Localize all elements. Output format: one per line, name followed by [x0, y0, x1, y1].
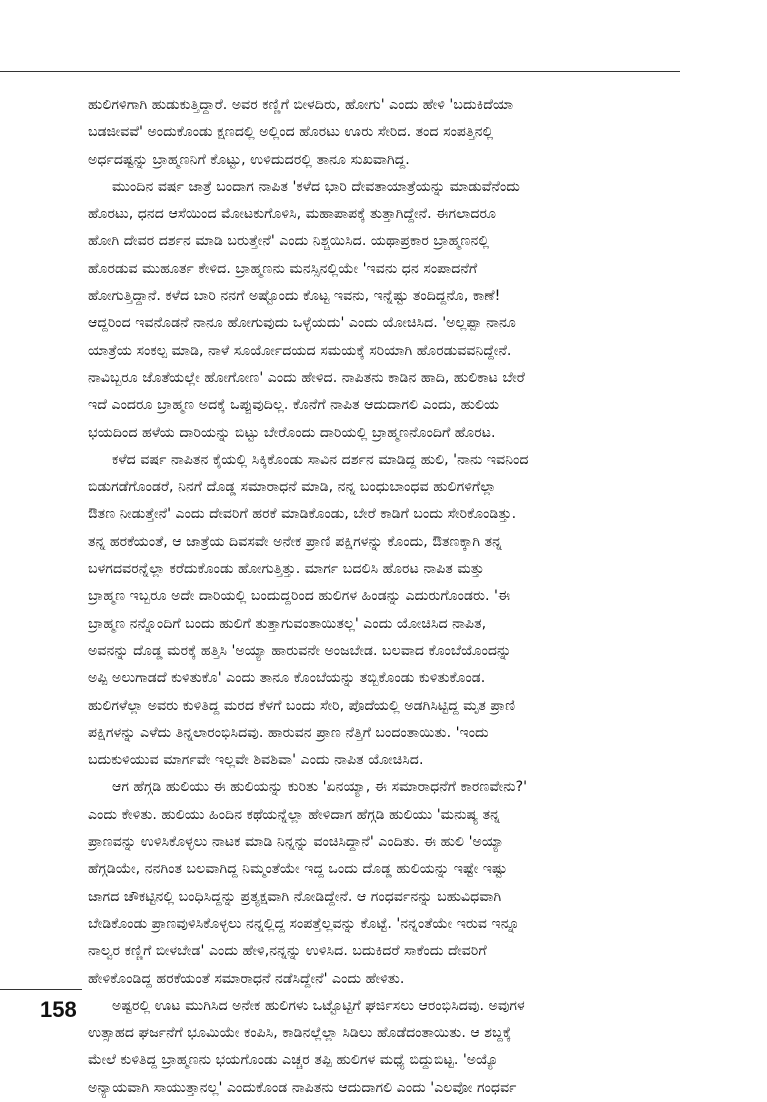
text-line: ನಾವಿಬ್ಬರೂ ಜೊತೆಯಲ್ಲೇ ಹೋಗೋಣ' ಎಂದು ಹೇಳಿದ. ನಾಪಿತನು ಕಾಡಿನ ಹಾದಿ, ಹುಲಿಕಾಟ ಬೇರೆ: [88, 369, 525, 386]
text-line: ಹೊರಡುವ ಮುಹೂರ್ತ ಕೇಳಿದ. ಬ್ರಾಹ್ಮಣನು ಮನಸ್ಸಿನಲ್ಲಿಯೇ 'ಇವನು ಧನ ಸಂಪಾದನೆಗೆ: [88, 260, 478, 277]
text-line: ಬಡಜೀವವೆ' ಅಂದುಕೊಂಡು ಕ್ಷಣದಲ್ಲಿ ಅಲ್ಲಿಂದ ಹೊರಟು ಊರು ಸೇರಿದ. ತಂದ ಸಂಪತ್ತಿನಲ್ಲಿ: [88, 124, 494, 141]
text-line: ಅಷ್ಟರಲ್ಲಿ ಊಟ ಮುಗಿಸಿದ ಅನೇಕ ಹುಲಿಗಳು ಒಟ್ಟೊಟ್ಟಿಗೆ ಘರ್ಜಿಸಲು ಆರಂಭಿಸಿದವು. ಅವುಗಳ: [112, 997, 525, 1014]
text-line: ಭಯದಿಂದ ಹಳೆಯ ದಾರಿಯನ್ನು ಬಿಟ್ಟು ಬೇರೊಂದು ದಾರಿಯಲ್ಲಿ ಬ್ರಾಹ್ಮಣನೊಂದಿಗೆ ಹೊರಟ.: [88, 424, 496, 441]
text-line: ಬ್ರಾಹ್ಮಣ ಇಬ್ಬರೂ ಅದೇ ದಾರಿಯಲ್ಲಿ ಬಂದುದ್ದರಿಂದ ಹುಲಿಗಳ ಹಿಂಡನ್ನು ಎದುರುಗೊಂಡರು. 'ಈ: [88, 588, 511, 605]
text-line: ಪಕ್ಷಿಗಳನ್ನು ಎಳೆದು ತಿನ್ನಲಾರಂಭಿಸಿದವು. ಹಾರುವನ ಪ್ರಾಣ ನೆತ್ತಿಗೆ ಬಂದಂತಾಯಿತು. 'ಇಂದು: [88, 724, 489, 741]
text-line: ಹೋಗಿ ದೇವರ ದರ್ಶನ ಮಾಡಿ ಬರುತ್ತೇನೆ' ಎಂದು ನಿಶ್ಚಯಿಸಿದ. ಯಥಾಪ್ರಕಾರ ಬ್ರಾಹ್ಮಣನಲ್ಲಿ: [88, 233, 490, 250]
text-line: ಹೇಳಿಕೊಂಡಿದ್ದ ಹರಕೆಯಂತೆ ಸಮಾರಾಧನೆ ನಡೆಸಿದ್ದೇನೆ' ಎಂದು ಹೇಳಿತು.: [88, 970, 405, 987]
text-line: ಔತಣ ನೀಡುತ್ತೇನೆ' ಎಂದು ದೇವರಿಗೆ ಹರಕೆ ಮಾಡಿಕೊಂಡು, ಬೇರೆ ಕಾಡಿಗೆ ಬಂದು ಸೇರಿಕೊಂಡಿತ್ತು.: [88, 506, 517, 523]
text-line: ಅವನನ್ನು ದೊಡ್ಡ ಮರಕ್ಕೆ ಹತ್ತಿಸಿ 'ಅಯ್ಯಾ ಹಾರುವನೇ ಅಂಜಬೇಡ. ಬಲವಾದ ಕೊಂಬೆಯೊಂದನ್ನು: [88, 642, 512, 659]
text-line: ಬೇಡಿಕೊಂಡು ಪ್ರಾಣವುಳಿಸಿಕೊಳ್ಳಲು ನನ್ನಲ್ಲಿದ್ದ ಸಂಪತ್ತೆಲ್ಲವನ್ನು ಕೊಟ್ಟೆ. 'ನನ್ನಂತೆಯೇ ಇರುವ ಇನ್ನೂ: [88, 915, 520, 932]
text-line: ತನ್ನ ಹರಕೆಯಂತೆ, ಆ ಜಾತ್ರೆಯ ದಿವಸವೇ ಅನೇಕ ಪ್ರಾಣಿ ಪಕ್ಷಿಗಳನ್ನು ಕೊಂದು, ಔತಣಕ್ಕಾಗಿ ತನ್ನ: [88, 533, 502, 550]
text-line: ಬಿಡುಗಡೆಗೊಂಡರೆ, ನಿನಗೆ ದೊಡ್ಡ ಸಮಾರಾಧನೆ ಮಾಡಿ, ನನ್ನ ಬಂಧುಬಾಂಧವ ಹುಲಿಗಳಿಗೆಲ್ಲಾ: [88, 479, 497, 496]
text-line: ಬಳಗದವರನ್ನೆಲ್ಲಾ ಕರೆದುಕೊಂಡು ಹೋಗುತ್ತಿತ್ತು. ಮಾರ್ಗ ಬದಲಿಸಿ ಹೊರಟ ನಾಪಿತ ಮತ್ತು: [88, 561, 485, 578]
text-line: ಹೆಗ್ಗಡಿಯೇ, ನನಗಿಂತ ಬಲವಾಗಿದ್ದ ನಿಮ್ಮಂತೆಯೇ ಇದ್ದ ಒಂದು ದೊಡ್ಡ ಹುಲಿಯನ್ನು ಇಷ್ಟೇ ಇಷ್ಟು: [88, 861, 508, 878]
text-line: ಆಗ ಹೆಗ್ಗಡಿ ಹುಲಿಯು ಈ ಹುಲಿಯನ್ನು ಕುರಿತು 'ಏನಯ್ಯಾ, ಈ ಸಮಾರಾಧನೆಗೆ ಕಾರಣವೇನು?': [112, 779, 528, 796]
text-line: ಅಪ್ಪಿ ಅಲುಗಾಡದೆ ಕುಳಿತುಕೊ' ಎಂದು ತಾನೂ ಕೊಂಬೆಯನ್ನು ತಬ್ಬಿಕೊಂಡು ಕುಳಿತುಕೊಂಡ.: [88, 670, 486, 687]
text-line: ಅನ್ಯಾಯವಾಗಿ ಸಾಯುತ್ತಾನಲ್ಲ' ಎಂದುಕೊಂಡ ನಾಪಿತನು ಆದುದಾಗಲಿ ಎಂದು 'ಎಲವೋ ಗಂಧರ್ವ: [88, 1079, 517, 1096]
text-line: ಎಂದು ಕೇಳಿತು. ಹುಲಿಯು ಹಿಂದಿನ ಕಥೆಯನ್ನೆಲ್ಲಾ ಹೇಳಿದಾಗ ಹೆಗ್ಗಡಿ ಹುಲಿಯು 'ಮನುಷ್ಯ ತನ್ನ: [88, 806, 500, 823]
header-rule: [0, 71, 680, 72]
text-line: ಉತ್ಸಾಹದ ಘರ್ಜನೆಗೆ ಭೂಮಿಯೇ ಕಂಪಿಸಿ, ಕಾಡಿನಲ್ಲೆಲ್ಲಾ ಸಿಡಿಲು ಹೊಡೆದಂತಾಯಿತು. ಆ ಶಬ್ದಕ್ಕೆ: [88, 1025, 512, 1042]
text-line: ಹೊರಟು, ಧನದ ಆಸೆಯಿಂದ ಮೋಟಕುಗೊಳಿಸಿ, ಮಹಾಪಾಪಕ್ಕೆ ತುತ್ತಾಗಿದ್ದೇನೆ. ಈಗಲಾದರೂ: [88, 206, 497, 223]
text-line: ಪ್ರಾಣವನ್ನು ಉಳಿಸಿಕೊಳ್ಳಲು ನಾಟಕ ಮಾಡಿ ನಿನ್ನನ್ನು ವಂಚಿಸಿದ್ದಾನೆ' ಎಂದಿತು. ಈ ಹುಲಿ 'ಅಯ್ಯಾ: [88, 834, 504, 851]
text-line: ಬದುಕುಳಿಯುವ ಮಾರ್ಗವೇ ಇಲ್ಲವೇ ಶಿವಶಿವಾ' ಎಂದು ನಾಪಿತ ಯೋಚಿಸಿದ.: [88, 752, 424, 769]
text-line: ಅರ್ಧದಷ್ಟನ್ನು ಬ್ರಾಹ್ಮಣನಿಗೆ ಕೊಟ್ಟು, ಉಳಿದುದರಲ್ಲಿ ತಾನೂ ಸುಖವಾಗಿದ್ದ.: [88, 151, 410, 168]
text-line: ಯಾತ್ರೆಯ ಸಂಕಲ್ಪ ಮಾಡಿ, ನಾಳೆ ಸೂರ್ಯೋದಯದ ಸಮಯಕ್ಕೆ ಸರಿಯಾಗಿ ಹೊರಡುವವನಿದ್ದೇನೆ.: [88, 342, 512, 359]
page-number: 158: [40, 997, 77, 1022]
body-text: [88, 92, 688, 1102]
text-line: ಬ್ರಾಹ್ಮಣ ನನ್ನೊಂದಿಗೆ ಬಂದು ಹುಲಿಗೆ ತುತ್ತಾಗುವಂತಾಯಿತಲ್ಲ' ಎಂದು ಯೋಚಿಸಿದ ನಾಪಿತ,: [88, 615, 487, 632]
text-line: ಮೇಲೆ ಕುಳಿತಿದ್ದ ಬ್ರಾಹ್ಮಣನು ಭಯಗೊಂಡು ಎಚ್ಚರ ತಪ್ಪಿ ಹುಲಿಗಳ ಮಧ್ಯೆ ಬಿದ್ದುಬಿಟ್ಟ. 'ಅಯ್ಯೊ: [88, 1052, 499, 1069]
text-line: ಹೋಗುತ್ತಿದ್ದಾನೆ. ಕಳೆದ ಬಾರಿ ನನಗೆ ಅಷ್ಟೊಂದು ಕೊಟ್ಟ ಇವನು, ಇನ್ನೆಷ್ಟು ತಂದಿದ್ದನೊ, ಕಾಣೆ!: [88, 288, 501, 305]
page-number-rule: [0, 989, 82, 990]
text-line: ಕಳೆದ ವರ್ಷ ನಾಪಿತನ ಕೈಯಲ್ಲಿ ಸಿಕ್ಕಿಕೊಂಡು ಸಾವಿನ ದರ್ಶನ ಮಾಡಿದ್ದ ಹುಲಿ, 'ನಾನು ಇವನಿಂದ: [112, 451, 529, 468]
text-line: ಹುಲಿಗಳಿಗಾಗಿ ಹುಡುಕುತ್ತಿದ್ದಾರೆ. ಅವರ ಕಣ್ಣಿಗೆ ಬೀಳದಿರು, ಹೋಗು' ಎಂದು ಹೇಳಿ 'ಬದುಕಿದೆಯಾ: [88, 97, 514, 113]
text-line: ಇದೆ ಎಂದರೂ ಬ್ರಾಹ್ಮಣ ಅದಕ್ಕೆ ಒಪ್ಪುವುದಿಲ್ಲ. ಕೊನೆಗೆ ನಾಪಿತ ಆದುದಾಗಲಿ ಎಂದು, ಹುಲಿಯ: [88, 397, 500, 414]
text-line: ಜಾಗದ ಚೌಕಟ್ಟಿನಲ್ಲಿ ಬಂಧಿಸಿದ್ದನ್ನು ಪ್ರತ್ಯಕ್ಷವಾಗಿ ನೋಡಿದ್ದೇನೆ. ಆ ಗಂಧರ್ವನನ್ನು ಬಹುವಿಧವಾಗಿ: [88, 888, 502, 905]
text-line: ಮುಂದಿನ ವರ್ಷ ಜಾತ್ರೆ ಬಂದಾಗ ನಾಪಿತ 'ಕಳೆದ ಭಾರಿ ದೇವತಾಯಾತ್ರೆಯನ್ನು ಮಾಡುವೆನೆಂದು: [112, 178, 520, 195]
text-line: ಆದ್ದರಿಂದ ಇವನೊಡನೆ ನಾನೂ ಹೋಗುವುದು ಒಳ್ಳೆಯದು' ಎಂದು ಯೋಚಿಸಿದ. 'ಅಲ್ಲಪ್ಪಾ ನಾನೂ: [88, 315, 516, 332]
text-line: ನಾಲ್ವರ ಕಣ್ಣಿಗೆ ಬೀಳಬೇಡ' ಎಂದು ಹೇಳಿ,ನನ್ನನ್ನು ಉಳಿಸಿದ. ಬದುಕಿದರೆ ಸಾಕೆಂದು ದೇವರಿಗೆ: [88, 943, 487, 960]
text-line: ಹುಲಿಗಳೆಲ್ಲಾ ಅವರು ಕುಳಿತಿದ್ದ ಮರದ ಕೆಳಗೆ ಬಂದು ಸೇರಿ, ಪೊದೆಯಲ್ಲಿ ಅಡಗಿಸಿಟ್ಟಿದ್ದ ಮೃತ ಪ್ರಾಣಿ: [88, 697, 516, 714]
